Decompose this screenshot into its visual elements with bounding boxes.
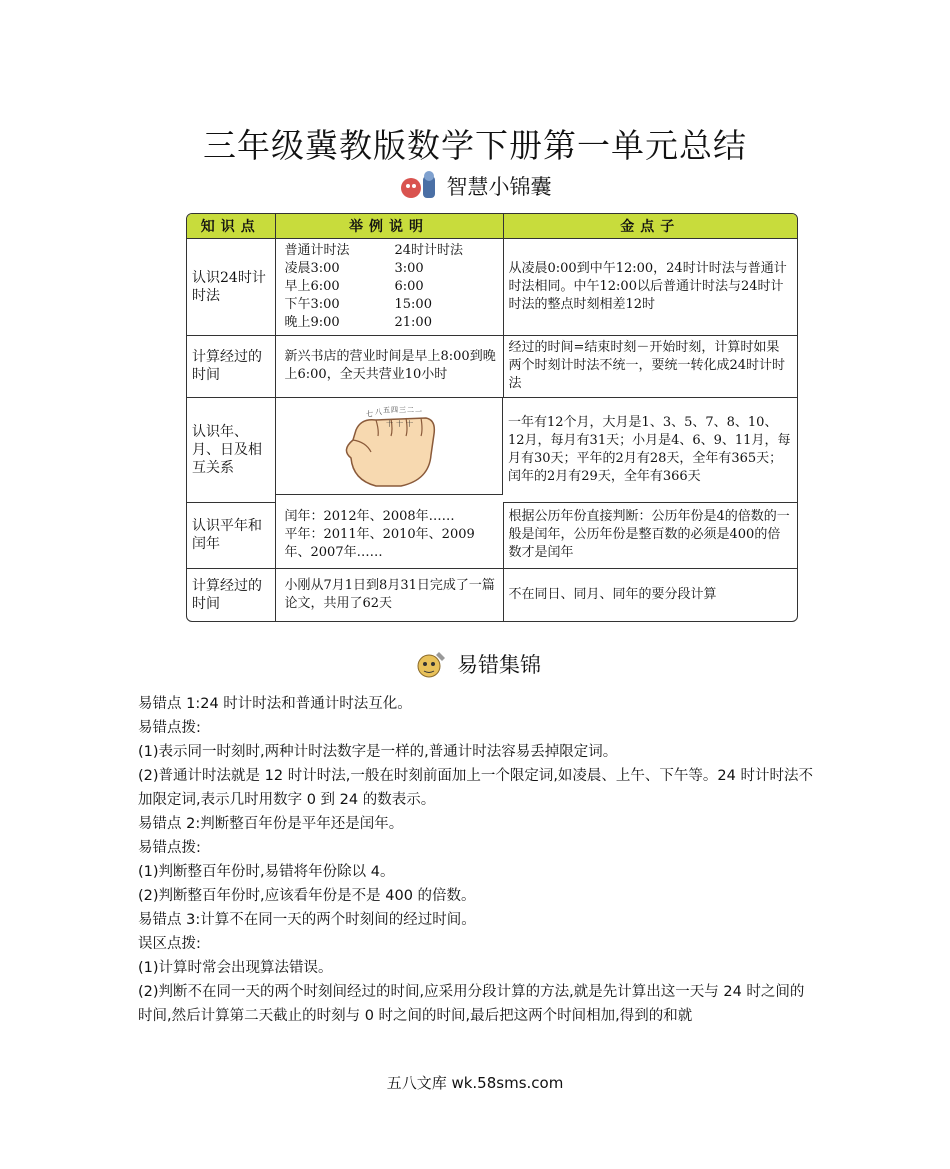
- time-item: 早上6:00: [284, 278, 340, 294]
- time-item: 下午3:00: [284, 296, 340, 312]
- time-item: 晚上9:00: [284, 314, 340, 330]
- section-header-mistakes: [0, 646, 950, 682]
- table-header-row: [187, 214, 797, 239]
- section-title-mistakes: 易错集锦: [457, 653, 541, 677]
- svg-text:八: 八: [374, 408, 382, 417]
- note-line: (2)判断不在同一天的两个时刻间经过的时间,应采用分段计算的方法,就是先计算出这一天与 24 时之间的时间,然后计算第二天截止的时刻与 0 时之间的时间,最后把这两个时间相加,得到的和就: [138, 984, 805, 1024]
- example-cell: [275, 239, 503, 336]
- mascot-icon: [409, 646, 451, 682]
- time-item: 24时计时法: [394, 242, 464, 258]
- header-tip: 金点子: [503, 214, 797, 239]
- svg-text:七: 七: [365, 410, 373, 419]
- time-item: 普通计时法: [284, 242, 350, 258]
- example-cell: 新兴书店的营业时间是早上8:00到晚上6:00，全天共营业10小时: [275, 335, 503, 397]
- knowledge-cell: 认识24时计时法: [187, 239, 275, 336]
- note-line: 易错点拨:: [138, 720, 201, 736]
- svg-text:二: 二: [406, 406, 414, 415]
- note-line: 误区点拨:: [138, 936, 201, 952]
- time-item: 15:00: [394, 296, 432, 312]
- header-example: 举例说明: [275, 214, 503, 239]
- common-year-example: 平年：2011年、2010年、2009年、2007年……: [284, 527, 475, 561]
- example-cell: 小刚从7月1日到8月31日完成了一篇论文，共用了62天: [275, 569, 503, 621]
- footer-watermark: 五八文库 wk.58sms.com: [386, 1074, 564, 1092]
- svg-text:一: 一: [414, 408, 422, 417]
- fist-month-counting-image: [331, 400, 451, 492]
- note-line: (2)判断整百年份时,应该看年份是不是 400 的倍数。: [138, 888, 476, 904]
- note-line: 易错点 1:24 时计时法和普通计时法互化。: [138, 696, 412, 712]
- knowledge-cell: 计算经过的时间: [187, 569, 275, 621]
- note-line: (1)判断整百年份时,易错将年份除以 4。: [138, 864, 395, 880]
- time-item: 6:00: [394, 278, 424, 294]
- mistake-notes: [138, 692, 818, 1028]
- note-line: (2)普通计时法就是 12 时计时法,一般在时刻前面加上一个限定词,如凌晨、上午、下午等。24 时计时法不加限定词,表示几时用数字 0 到 24 的数表示。: [138, 768, 813, 808]
- note-line: (1)表示同一时刻时,两种计时法数字是一样的,普通计时法容易丢掉限定词。: [138, 744, 618, 760]
- time-item: 凌晨3:00: [284, 260, 340, 276]
- svg-text:四: 四: [390, 406, 398, 415]
- page-title: 三年级冀教版数学下册第一单元总结: [203, 126, 747, 165]
- section-header-tips: [0, 168, 950, 204]
- leap-year-example: 闰年：2012年、2008年……: [284, 509, 455, 525]
- tip-cell: 不在同日、同月、同年的要分段计算: [508, 587, 717, 603]
- svg-text:五: 五: [382, 406, 390, 415]
- header-knowledge: 知识点: [187, 214, 275, 239]
- svg-text:十: 十: [385, 420, 393, 429]
- table-row: [187, 398, 797, 503]
- knowledge-cell: 认识年、月、日及相互关系: [187, 398, 275, 503]
- tip-cell: 从凌晨0:00到中午12:00，24时计时法与普通计时法相同。中午12:00以后普通计时法与24时计时法的整点时刻相差12时: [503, 239, 797, 336]
- knowledge-cell: 认识平年和闰年: [187, 502, 275, 568]
- knowledge-cell: 计算经过的时间: [187, 335, 275, 397]
- svg-text:十: 十: [405, 420, 413, 429]
- note-line: 易错点拨:: [138, 840, 201, 856]
- note-line: 易错点 3:计算不在同一天的两个时刻间的经过时间。: [138, 912, 476, 928]
- svg-text:三: 三: [398, 406, 406, 415]
- tip-cell: 根据公历年份直接判断：公历年份是4的倍数的一般是闰年，公历年份是整百数的必须是400的倍数才是闰年: [503, 502, 797, 568]
- table-row: [187, 239, 797, 336]
- note-line: 易错点 2:判断整百年份是平年还是闰年。: [138, 816, 404, 832]
- time-item: 21:00: [394, 314, 432, 330]
- svg-text:十: 十: [395, 420, 403, 429]
- example-cell: [275, 502, 503, 568]
- mascot-icon: [399, 168, 441, 204]
- tip-cell: 经过的时间=结束时刻－开始时刻，计算时如果两个时刻计时法不统一，要统一转化成24时计时法: [503, 335, 797, 397]
- time-conversion-list: [285, 242, 498, 332]
- table-row: [187, 569, 797, 621]
- note-line: (1)计算时常会出现算法错误。: [138, 960, 333, 976]
- section-title-tips: 智慧小锦囊: [446, 175, 552, 199]
- summary-table: [186, 213, 798, 622]
- tip-cell: 一年有12个月，大月是1、3、5、7、8、10、12月，每月有31天；小月是4、6、9、11月，每月有30天；平年的2月有28天，全年有365天；闰年的2月有29天，全年有366天: [503, 398, 797, 503]
- table-row: [187, 335, 797, 397]
- table-row: [187, 502, 797, 568]
- example-cell: [276, 398, 504, 495]
- time-item: 3:00: [394, 260, 424, 276]
